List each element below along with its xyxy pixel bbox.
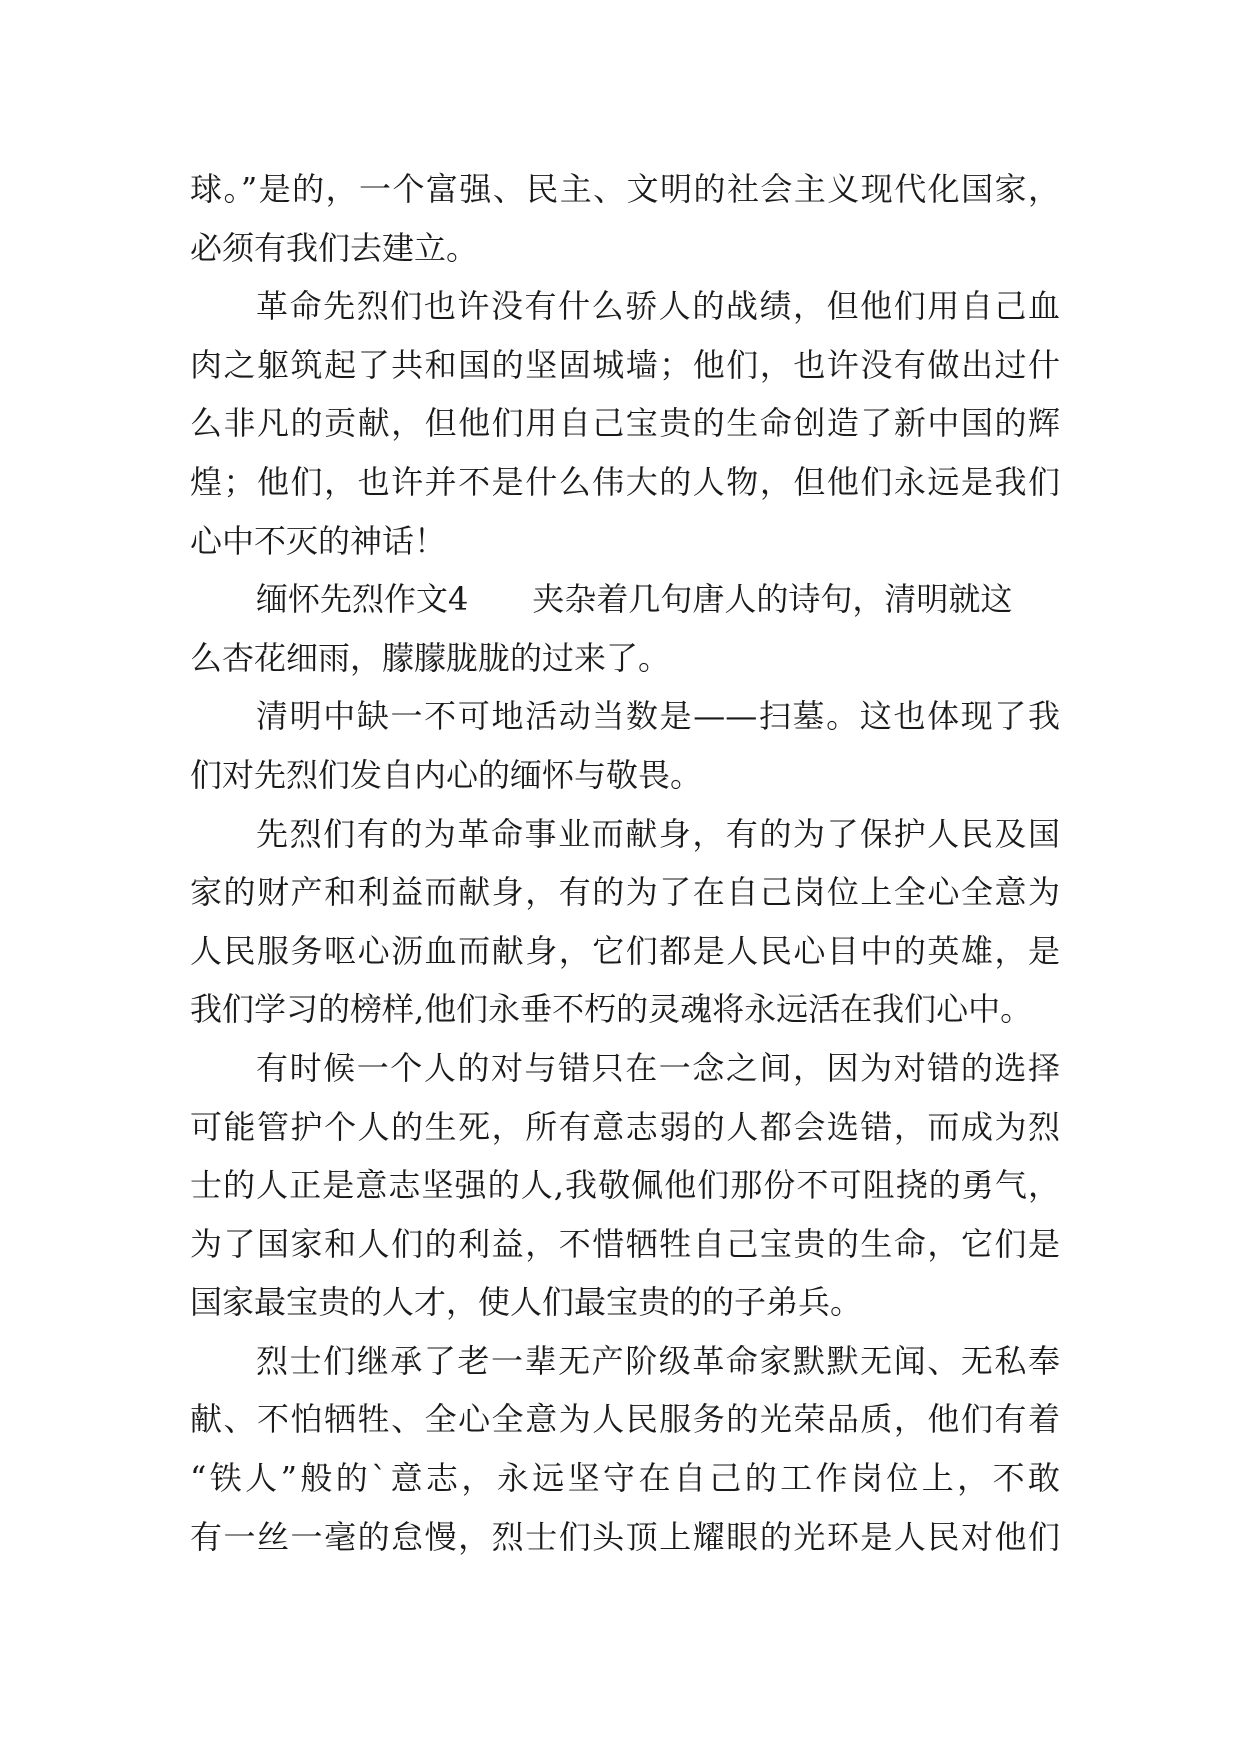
text-line: 必须有我们去建立。 (190, 228, 479, 267)
section-heading: 缅怀先烈作文4 (256, 580, 469, 619)
text-line: 么非凡的贡献，但他们用自己宝贵的生命创造了新中国的辉 (190, 404, 1060, 443)
text-line: 肉之躯筑起了共和国的坚固城墙；他们，也许没有做出过什 (190, 345, 1060, 384)
text-line: 有时候一个人的对与错只在一念之间，因为对错的选择 (256, 1048, 1060, 1087)
text-line: 献、不怕牺牲、全心全意为人民服务的光荣品质，他们有着 (190, 1400, 1060, 1439)
text-line: 清明中缺一不可地活动当数是——扫墓。这也体现了我 (256, 697, 1060, 736)
text-line: 心中不灭的神话！ (190, 521, 447, 560)
text-line: 人民服务呕心沥血而献身，它们都是人民心目中的英雄，是 (190, 931, 1060, 970)
paragraph (190, 1039, 1060, 1332)
paragraph (190, 687, 1060, 804)
text-line: 么杏花细雨，朦朦胧胧的过来了。 (190, 638, 671, 677)
text-line: 有一丝一毫的怠慢，烈士们头顶上耀眼的光环是人民对他们 (190, 1517, 1060, 1556)
text-line: 先烈们有的为革命事业而献身，有的为了保护人民及国 (256, 814, 1060, 853)
text-line: 家的财产和利益而献身，有的为了在自己岗位上全心全意为 (190, 873, 1060, 912)
text-segment: 夹杂着几句唐人的诗句，清明就这 (532, 580, 1013, 619)
text-line: 为了国家和人们的利益，不惜牺牲自己宝贵的生命，它们是 (190, 1224, 1060, 1263)
paragraph (190, 805, 1060, 1039)
text-line: “铁人”般的`意志，永远坚守在自己的工作岗位上，不敢 (190, 1459, 1060, 1498)
paragraph (190, 1332, 1060, 1566)
paragraph (190, 160, 1060, 277)
text-line: 国家最宝贵的人才，使人们最宝贵的的子弟兵。 (190, 1283, 863, 1322)
text-line: 我们学习的榜样,他们永垂不朽的灵魂将永远活在我们心中。 (190, 990, 1033, 1029)
document-body (190, 160, 1060, 1566)
text-line: 们对先烈们发自内心的缅怀与敬畏。 (190, 755, 703, 794)
paragraph (190, 570, 1060, 687)
text-line: 可能管护个人的生死，所有意志弱的人都会选错，而成为烈 (190, 1107, 1060, 1146)
paragraph (190, 277, 1060, 570)
text-line: 士的人正是意志坚强的人,我敬佩他们那份不可阻挠的勇气， (190, 1166, 1060, 1205)
text-line (190, 570, 1060, 629)
text-line: 革命先烈们也许没有什么骄人的战绩，但他们用自己血 (256, 287, 1060, 326)
text-line: 球。”是的，一个富强、民主、文明的社会主义现代化国家， (190, 170, 1060, 208)
text-line: 煌；他们，也许并不是什么伟大的人物，但他们永远是我们 (190, 462, 1060, 501)
text-line: 烈士们继承了老一辈无产阶级革命家默默无闻、无私奉 (256, 1341, 1060, 1380)
